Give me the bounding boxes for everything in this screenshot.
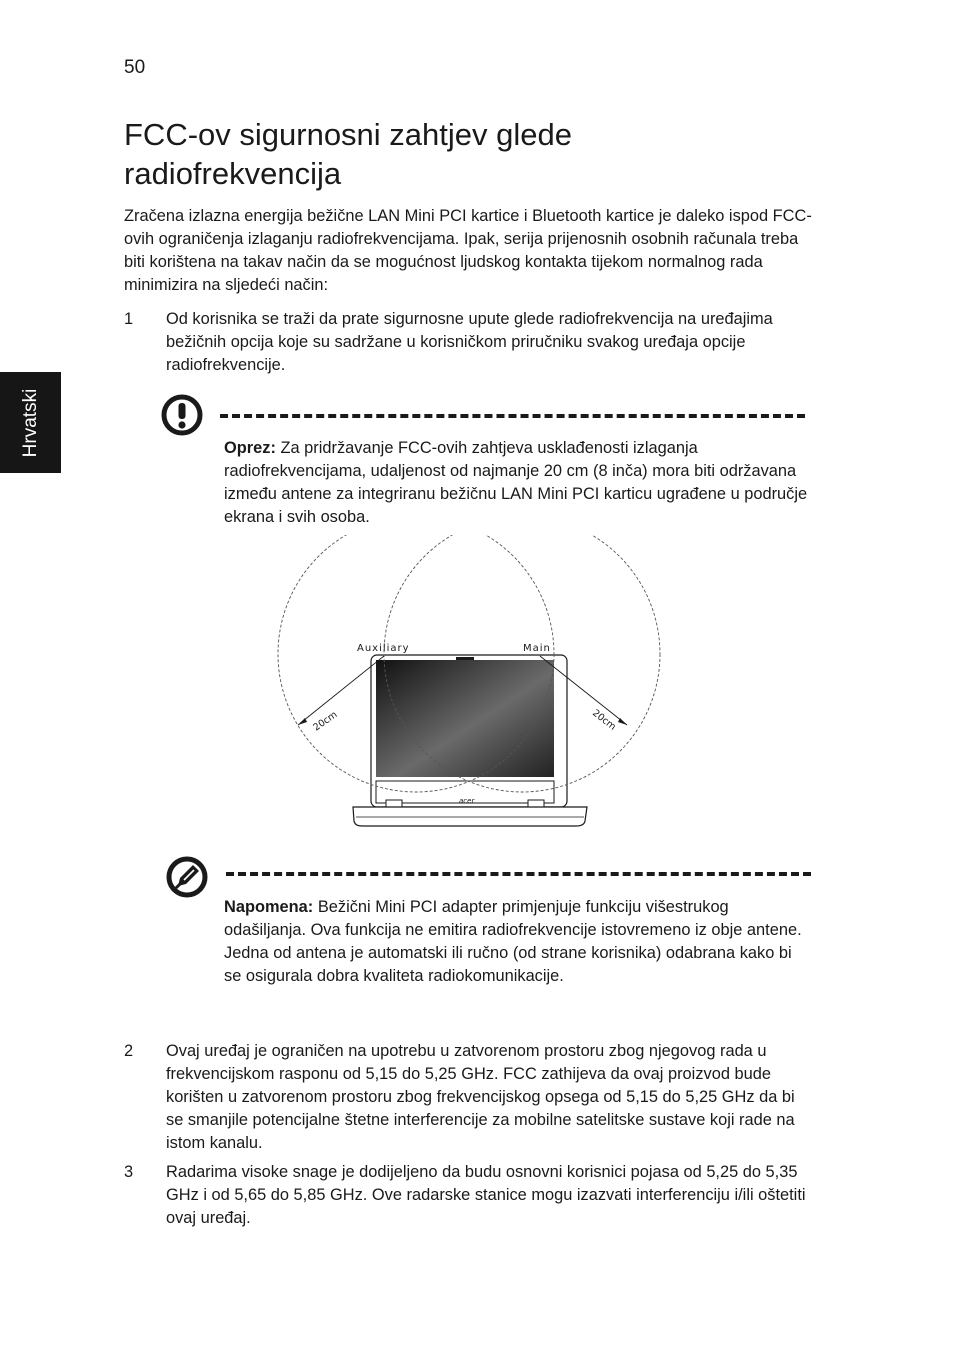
antenna-figure (270, 535, 670, 835)
left-distance-label: 20cm (311, 709, 340, 734)
list-item-number: 3 (124, 1163, 134, 1181)
caution-text: Za pridržavanje FCC-ovih zahtjeva usklađenosti izlaganja radiofrekvencijama, udaljenost od najmanje 20 cm (8 inča) mora biti održavana između antene za integriranu bežičnu LAN Mini PCI karticu ugrađene u područje ekrana i svih osoba. (224, 439, 808, 526)
side-tab-label: Hrvatski (19, 388, 41, 457)
exclamation-icon (161, 394, 203, 441)
auxiliary-label: Auxiliary (357, 643, 410, 654)
list-item-number: 2 (124, 1042, 134, 1060)
note-label: Napomena: (224, 898, 314, 916)
logo-text: acer (459, 797, 475, 805)
page-title: FCC-ov sigurnosni zahtjev glede radiofrekvencija (124, 117, 572, 191)
intro-paragraph: Zračena izlazna energija bežične LAN Mini PCI kartice i Bluetooth kartice je daleko ispod FCC-ovih ograničenja izlaganju radiofrekvencijama. Ipak, serija prijenosnih osobnih računala treba biti korištena na takav način da se mogućnost ljudskog kontakta tijekom normalnog rada minimizira na sljedeći način: (124, 207, 812, 294)
page-number: 50 (124, 57, 146, 78)
caution-paragraph (224, 437, 809, 529)
language-side-tab (0, 372, 61, 473)
note-paragraph (224, 896, 809, 988)
list-item-text: Od korisnika se traži da prate sigurnosne upute glede radiofrekvencija na uređajima bežičnih opcija koje su sadržane u korisničkom priručniku svakog uređaja opcije radiofrekvencije. (166, 310, 773, 374)
list-item-text: Radarima visoke snage je dodijeljeno da budu osnovni korisnici pojasa od 5,25 do 5,35 GHz i od 5,65 do 5,85 GHz. Ove radarske stanice mogu izazvati interferenciju i/ili oštetiti ovaj uređaj. (166, 1163, 806, 1227)
list-item-number: 1 (124, 310, 134, 328)
list-item-text: Ovaj uređaj je ograničen na upotrebu u zatvorenom prostoru zbog njegovog rada u frekvencijskom rasponu od 5,15 do 5,25 GHz. FCC zathijeva da ovaj proizvod bude korišten u zatvorenom prostoru zbog frekvencijskog opsega od 5,15 do 5,25 GHz da bi se smanjile potencijalne štetne interferencije za mobilne satelitske sustave koji rade na istom kanalu. (166, 1042, 795, 1152)
pen-note-icon (166, 856, 208, 903)
caution-divider (220, 414, 805, 418)
caution-label: Oprez: (224, 439, 276, 457)
right-distance-label: 20cm (590, 707, 618, 733)
main-label: Main (523, 643, 551, 654)
note-divider (226, 872, 811, 876)
note-text: Bežični Mini PCI adapter primjenjuje funkciju višestrukog odašiljanja. Ova funkcija ne emitira radiofrekvencije istovremeno iz obje antene. Jedna od antena je automatski ili ručno (od strane korisnika) odabrana kako bi se osigurala dobra kvaliteta radiokomunikacije. (224, 898, 802, 985)
